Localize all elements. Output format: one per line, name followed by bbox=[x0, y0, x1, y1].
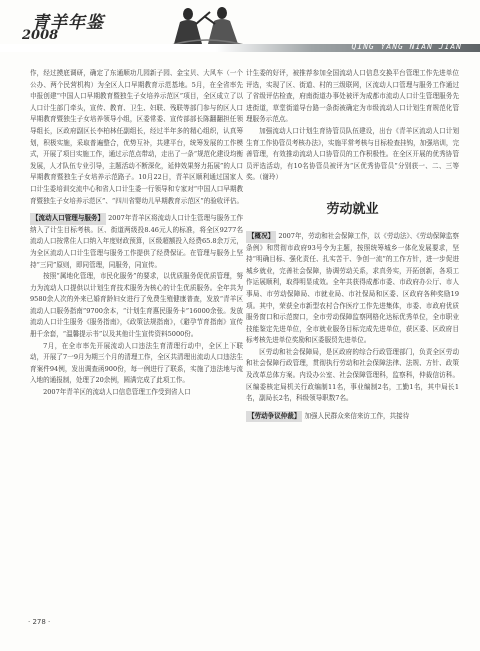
yearbook-year: 2008 bbox=[22, 28, 59, 43]
section-tag: 【流动人口管理与服务】 bbox=[30, 213, 106, 225]
paragraph-text: 加强人民群众来信来访工作，共接待 bbox=[304, 411, 410, 420]
page-number: · 278 · bbox=[28, 618, 51, 626]
arbitration-paragraph bbox=[246, 411, 459, 423]
paragraph-text: 2007年青羊区将流动人口计生管理与服务工作纳入了计生目标考核。区、街道两级投8.46元人的标准，将全区9277名流动人口按常住人口纳入年度财政预算，区级超额投入经费65.8余万元，为全区流动人口计生管理与服务工作提供了经费保证。在管理与服务上坚持“三同”原则，即同管理，同服务，同宣传。 bbox=[30, 214, 243, 269]
section-tag: 【劳动争议仲裁】 bbox=[246, 411, 302, 423]
bureau-paragraph: 区劳动和社会保障局，是区政府的综合行政管理部门，负责全区劳动和社会保障行政管理，贯彻执行劳动和社会保障法律、法规、方针、政策及改革总体方案。内设办公室、社会保障管理科，监察科，仲裁信访科。区编委核定局机关行政编制11名，事业编制2名，工勤1名，其中局长1名，副局长2名，科级领导职数7名。 bbox=[246, 347, 459, 403]
overview-paragraph bbox=[246, 231, 459, 347]
page-header bbox=[0, 0, 480, 58]
section-heading: 劳动就业 bbox=[326, 201, 379, 217]
coordinator-paragraph: 加强流动人口计划生育协管员队伍建设，出台《青羊区流动人口计划生育工作协管员考核办法》，实施平常考核与目标检查挂钩，加强培训，完善管理，有效推动流动人口协管员的工作积极性。在全区开展的优秀协管员评选活动，有10名协管员被评为“区优秀协管员”分别获一、二、三等奖。（谢玲） bbox=[246, 126, 459, 182]
section-tag: 【概况】 bbox=[246, 231, 276, 243]
intro-paragraph: 作，经过摸底调研，确定了东通顺功几园新子园、金宝贝、大风车（一个公办、两个民营机构）为全区人口早期教育示范基地。5月，在全省率先申报创建“中国人口早期教育暨独生子女培养示范区”项目，全区成立了以人口计生部门牵头，宣传、教育、卫生、妇联、残联等部门参与的区人口早期教育暨独生子女培养领导小组，区委常委、宣传部部长陈翻翻担任领导组长，区政府副区长李柏林任副组长，经过半年多的精心组织，认真筹划，积极实施，采取普遍整合，优势互补，共建平台，统筹发展的工作模式，开展了项目实施工作，通过示范点带动，走出了一条“规范化建设均衡发展，人才队伍专业引导，主题活动不断深化，延伸效果努力拓展”的人口早期教育暨独生子女培养示范路子。10月22日，青羊区顺利通过国家人口计生委培训交流中心和省人口计生委一行领导和专家对“中国人口早期教育暨独生子女培养示范区”、“四川省婴幼儿早期教育示范区”的验收评估。 bbox=[30, 69, 243, 205]
right-column bbox=[246, 68, 459, 422]
yearbook-title: 青羊年鉴 bbox=[32, 13, 104, 33]
service-paragraph: 按照“属地化管理，市民化服务”的要求，以优质服务促优质管理，努力为流动人口提供以计划生育技术服务为核心的计生优质服务。全年共为9580余人次的外来已婚育龄妇女进行了免费生殖健康普查，发放“青羊区流动人口服务指南”9700余本，“计划生育惠民服务卡”16000余张。发放流动人口计生服务《服务指南》，《政策法规指南》，《避孕节育指南》宣传册千余套，“温馨提示书”以及其他计生宣传资料5000份。 bbox=[30, 272, 243, 339]
paragraph-text: 2007年，劳动和社会保障工作，以《劳动法》、《劳动保障监察条例》和贯彻市政府93号令为主题，按照统筹城乡一体化发展要求，坚持“明确目标、强化责任、扎实苦干、争创一流”的工作方针，进一步促进城乡就业，完善社会保障，协调劳动关系，求真务实，开拓创新，各项工作运展顺利，取得明显成效。全年共获得成都市委、市政府办公厅、市人事局、市劳动保障局、市就业局、市社保局和区委、区政府各种奖励19项。其中，荣获全市新型农村合作医疗工作先进集体，市委、市政府优质服务窗口和示范窗口，全市劳动保障监察网格化达标优秀单位，全市职业技能鉴定先进单位，全市就业服务目标完成先进单位，获区委、区政府目标考核先进单位奖励和区委服贸先进单位。 bbox=[246, 231, 459, 345]
migrant-management-paragraph bbox=[30, 213, 243, 271]
header-band-text: QING YANG NIAN JIAN bbox=[351, 42, 462, 51]
cleanup-paragraph: 7月，在全市率先开展流动人口违法生育清理行动中，全区上下联动，开展了7一9月为期三个月的清理工作，全区共清理出流动人口违法生育案件94例，发出调查函900份，每一例进行了联系，实施了违法地与流入地的通报制，处理了20余例，圆满完成了此项工作。 bbox=[30, 341, 243, 385]
info-management-paragraph: 2007年青羊区的流动人口信息管理工作受到省人口 bbox=[43, 388, 191, 397]
left-column bbox=[30, 68, 243, 399]
continuation-paragraph: 计生委的好评，被推荐参加全国流动人口信息交换平台管理工作先进单位评选，实现了区、街道、村的三级联网，区流动人口管理与服务工作通过了省级评估检查，府南街道办事处被评为成都市流动人口计生管理服务先进街道，草堂街道导台路一条街被确定为市级流动人口计划生育规范化管理服务示范点。 bbox=[246, 69, 459, 124]
